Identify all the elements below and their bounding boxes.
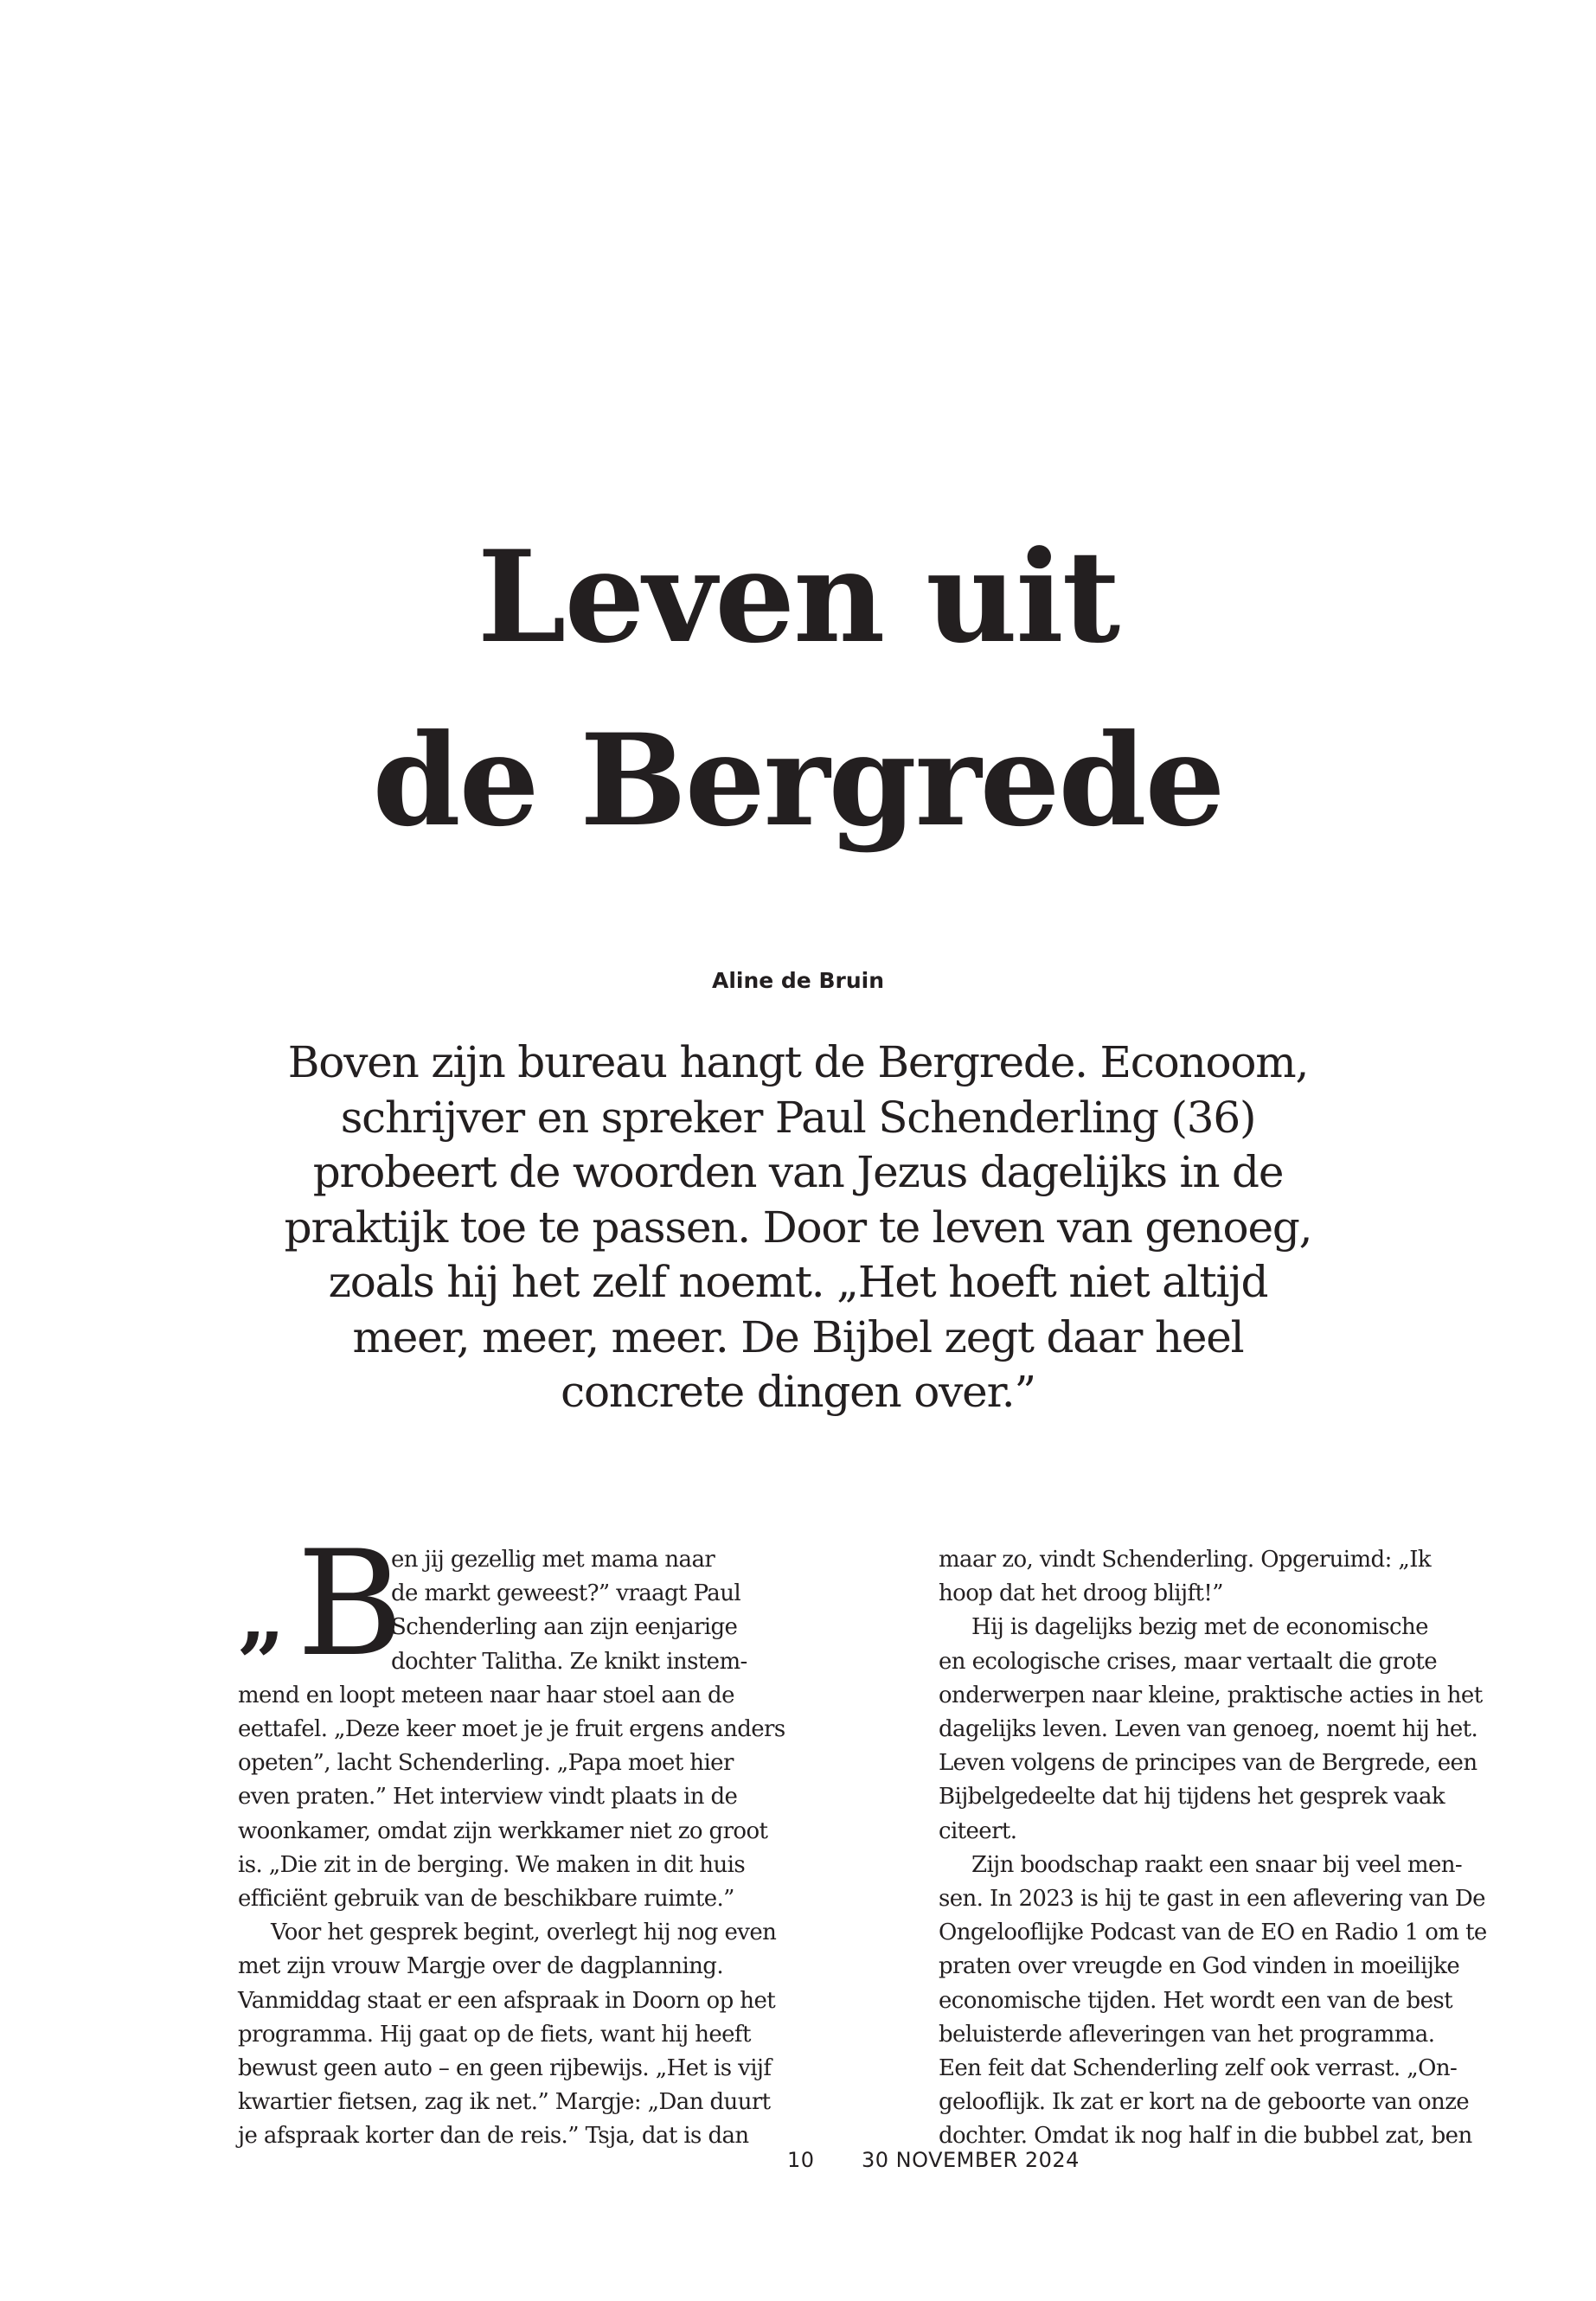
body-line: Bijbelgedeelte dat hij tijdens het gesprek vaak [939,1784,1445,1811]
drop-cap-quote: „ [238,1567,276,1664]
body-line: de markt geweest?” vraagt Paul [391,1580,741,1607]
body-line: eettafel. „Deze keer moet je je fruit ergens anders [238,1716,785,1743]
body-line: woonkamer, omdat zijn werkkamer niet zo groot [238,1817,768,1844]
body-line: Hij is dagelijks bezig met de economische [971,1614,1428,1641]
body-line: programma. Hij gaat op de fiets, want hij heeft [238,2021,751,2048]
author-byline: Aline de Bruin [711,968,885,993]
body-line: Schenderling aan zijn eenjarige [391,1614,738,1641]
body-line: dochter Talitha. Ze knikt instem- [391,1648,747,1675]
body-column-left [238,1519,785,2154]
body-line: Voor het gesprek begint, overlegt hij nog even [271,1920,777,1946]
body-line: opeten”, lacht Schenderling. „Papa moet hier [238,1750,734,1777]
body-line: dagelijks leven. Leven van genoeg, noemt hij het. [939,1716,1478,1743]
drop-cap-letter: B [297,1519,403,1689]
page-number: 10 [787,2148,815,2172]
title-line-1: Leven uit [477,523,1119,671]
body-line: praten over vreugde en God vinden in moeilijke [939,1953,1460,1980]
body-line: efficiënt gebruik van de beschikbare ruimte.” [238,1886,734,1913]
article-title [0,506,1596,873]
body-column-right [939,1543,1492,2154]
body-line: Leven volgens de principes van de Bergrede, een [939,1750,1477,1777]
issue-date: 30 NOVEMBER 2024 [862,2148,1080,2172]
body-line: hoop dat het droog blijft!” [939,1580,1223,1607]
body-line: sen. In 2023 is hij te gast in een aflevering van De [939,1886,1485,1913]
lead-line: schrijver en spreker Paul Schenderling (36) [340,1092,1256,1143]
body-line: en ecologische crises, maar vertaalt die grote [939,1648,1438,1675]
lead-paragraph [242,1035,1354,1420]
body-line: kwartier fietsen, zag ik net.” Margje: „Dan duurt [238,2089,771,2116]
body-line: is. „Die zit in de berging. We maken in dit huis [238,1851,746,1878]
body-line: gelooflijk. Ik zat er kort na de geboorte van onze [939,2089,1470,2116]
body-line: en jij gezellig met mama naar [391,1547,715,1573]
lead-line: praktijk toe te passen. Door te leven van genoeg, [284,1202,1312,1253]
drop-cap [238,1519,403,1689]
body-line: mend en loopt meteen naar haar stoel aan de [238,1682,734,1708]
body-line: Een feit dat Schenderling zelf ook verrast. „On- [939,2055,1458,2082]
lead-line: concrete dingen over.” [561,1367,1035,1417]
body-line: citeert. [939,1817,1017,1844]
body-line: even praten.” Het interview vindt plaats in de [238,1784,738,1811]
lead-line: zoals hij het zelf noemt. „Het hoeft niet altijd [328,1257,1268,1307]
lead-line: probeert de woorden van Jezus dagelijks in de [312,1147,1284,1197]
lead-line: meer, meer, meer. De Bijbel zegt daar heel [352,1311,1244,1362]
body-line: Ongelooflijke Podcast van de EO en Radio 1 om te [939,1920,1487,1946]
body-line: Zijn boodschap raakt een snaar bij veel men- [971,1851,1463,1878]
body-line: je afspraak korter dan de reis.” Tsja, dat is dan [238,2123,749,2150]
body-line: beluisterde afleveringen van het programma. [939,2021,1435,2048]
body-line: economische tijden. Het wordt een van de best [939,1987,1452,2014]
body-line: bewust geen auto – en geen rijbewijs. „Het is vijf [238,2055,772,2082]
title-line-2: de Bergrede [372,707,1224,855]
body-line: onderwerpen naar kleine, praktische acties in het [939,1682,1483,1708]
lead-line: Boven zijn bureau hangt de Bergrede. Econoom, [287,1037,1309,1087]
body-line: Vanmiddag staat er een afspraak in Doorn op het [238,1987,776,2014]
body-line: dochter. Omdat ik nog half in die bubbel zat, ben [939,2123,1472,2150]
body-line: maar zo, vindt Schenderling. Opgeruimd: „Ik [939,1547,1432,1573]
body-line: met zijn vrouw Margje over de dagplanning. [238,1953,724,1980]
